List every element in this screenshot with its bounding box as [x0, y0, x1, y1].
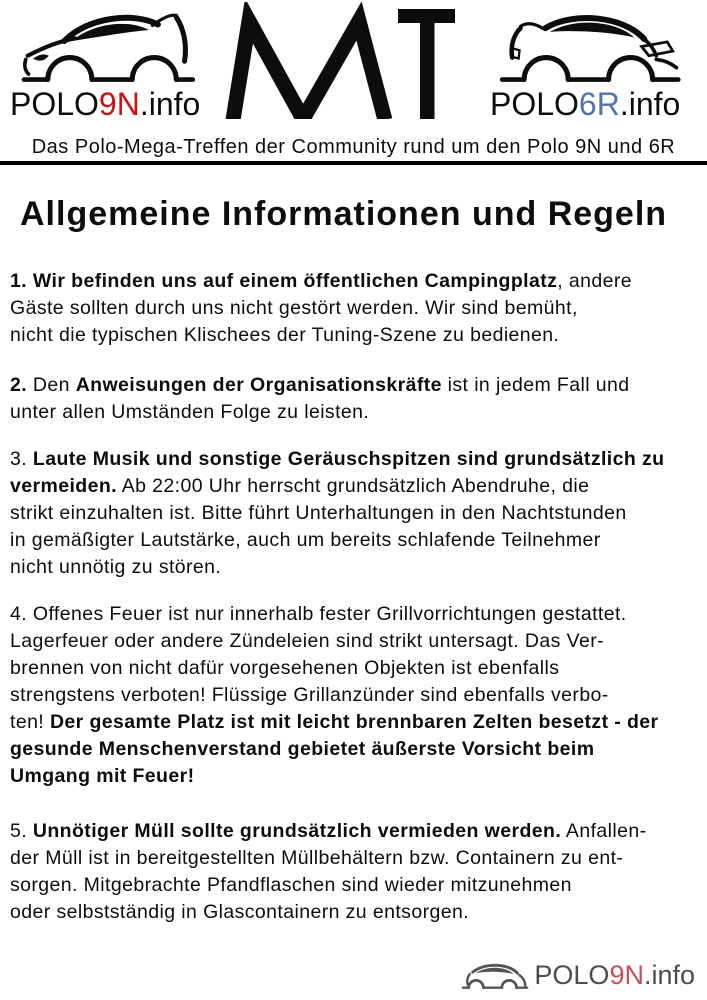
page-title: Allgemeine Informationen und Regeln	[20, 195, 668, 233]
text-line: unter allen Umständen Folge zu leisten.	[10, 401, 370, 423]
tagline: Das Polo-Mega-Treffen der Community rund um den Polo 9N und 6R	[31, 136, 676, 158]
polo9n-logo	[10, 8, 220, 120]
main-content	[0, 166, 707, 946]
polo-6r-car-sketch-icon	[486, 8, 699, 86]
text-line: 1. Wir befinden uns auf einem öffentlichen Campingplatz, andere	[10, 270, 633, 292]
text-line: Umgang mit Feuer!	[10, 765, 195, 787]
text-line: sorgen. Mitgebrachte Pfandflaschen sind wieder mitzunehmen	[10, 874, 572, 896]
text-line: strengstens verboten! Flüssige Grillanzünder sind ebenfalls verbo-	[10, 684, 609, 706]
text-line: oder selbstständig in Glascontainern zu entsorgen.	[10, 901, 470, 923]
footer-logo	[461, 958, 695, 992]
logo-prefix: POLO	[490, 86, 579, 122]
rule-paragraph	[10, 372, 697, 426]
polo6r-logo	[486, 8, 701, 120]
polo6r-logo-text	[490, 88, 701, 120]
text-line: Gäste sollten durch uns nicht gestört werden. Wir sind bemüht,	[10, 297, 578, 319]
header-divider	[0, 161, 707, 165]
rule-paragraph	[10, 601, 697, 790]
text-line: Lagerfeuer oder andere Zündeleien sind strikt untersagt. Das Ver-	[10, 630, 604, 652]
text-line: in gemäßigter Lautstärke, auch um bereits schlafende Teilnehmer	[10, 529, 601, 551]
text-line: gesunde Menschenverstand gebietet äußerste Vorsicht beim	[10, 738, 595, 760]
logo-prefix: POLO	[10, 86, 99, 122]
text-line: 2. Den Anweisungen der Organisationskräfte ist in jedem Fall und	[10, 374, 630, 396]
logo-suffix: .info	[619, 86, 681, 122]
logo-model: 9N	[98, 86, 140, 122]
text-line: 4. Offenes Feuer ist nur innerhalb fester Grillvorrichtungen gestattet.	[10, 603, 627, 625]
text-line: der Müll ist in bereitgestellten Müllbehältern bzw. Containern zu ent-	[10, 847, 624, 869]
footer-logo-prefix: POLO	[534, 959, 610, 990]
logo-suffix: .info	[139, 86, 201, 122]
polo9n-logo-text	[10, 88, 220, 120]
rules-list	[0, 268, 707, 926]
text-line: nicht die typischen Klischees der Tuning-Szene zu bedienen.	[10, 324, 560, 346]
footer-logo-model: 9N	[609, 959, 644, 990]
rule-paragraph	[10, 268, 697, 349]
logo-model: 6R	[578, 86, 620, 122]
text-line: strikt einzuhalten ist. Bitte führt Unterhaltungen in den Nachtstunden	[10, 502, 627, 524]
text-line: nicht unnötig zu stören.	[10, 556, 222, 578]
footer-logo-suffix: .info	[643, 959, 695, 990]
text-line: ten! Der gesamte Platz ist mit leicht brennbaren Zelten besetzt - der	[10, 711, 659, 733]
text-line: brennen von nicht dafür vorgesehenen Objekten ist ebenfalls	[10, 657, 560, 679]
text-line: 5. Unnötiger Müll sollte grundsätzlich vermieden werden. Anfallen-	[10, 820, 647, 842]
polo-9n-car-sketch-icon	[10, 8, 215, 86]
polo-9n-car-sketch-icon	[461, 958, 533, 994]
rule-paragraph	[10, 818, 697, 926]
rule-paragraph	[10, 446, 697, 581]
text-line: 3. Laute Musik und sonstige Geräuschspitzen sind grundsätzlich zu	[10, 448, 665, 470]
text-line: vermeiden. Ab 22:00 Uhr herrscht grundsätzlich Abendruhe, die	[10, 475, 590, 497]
